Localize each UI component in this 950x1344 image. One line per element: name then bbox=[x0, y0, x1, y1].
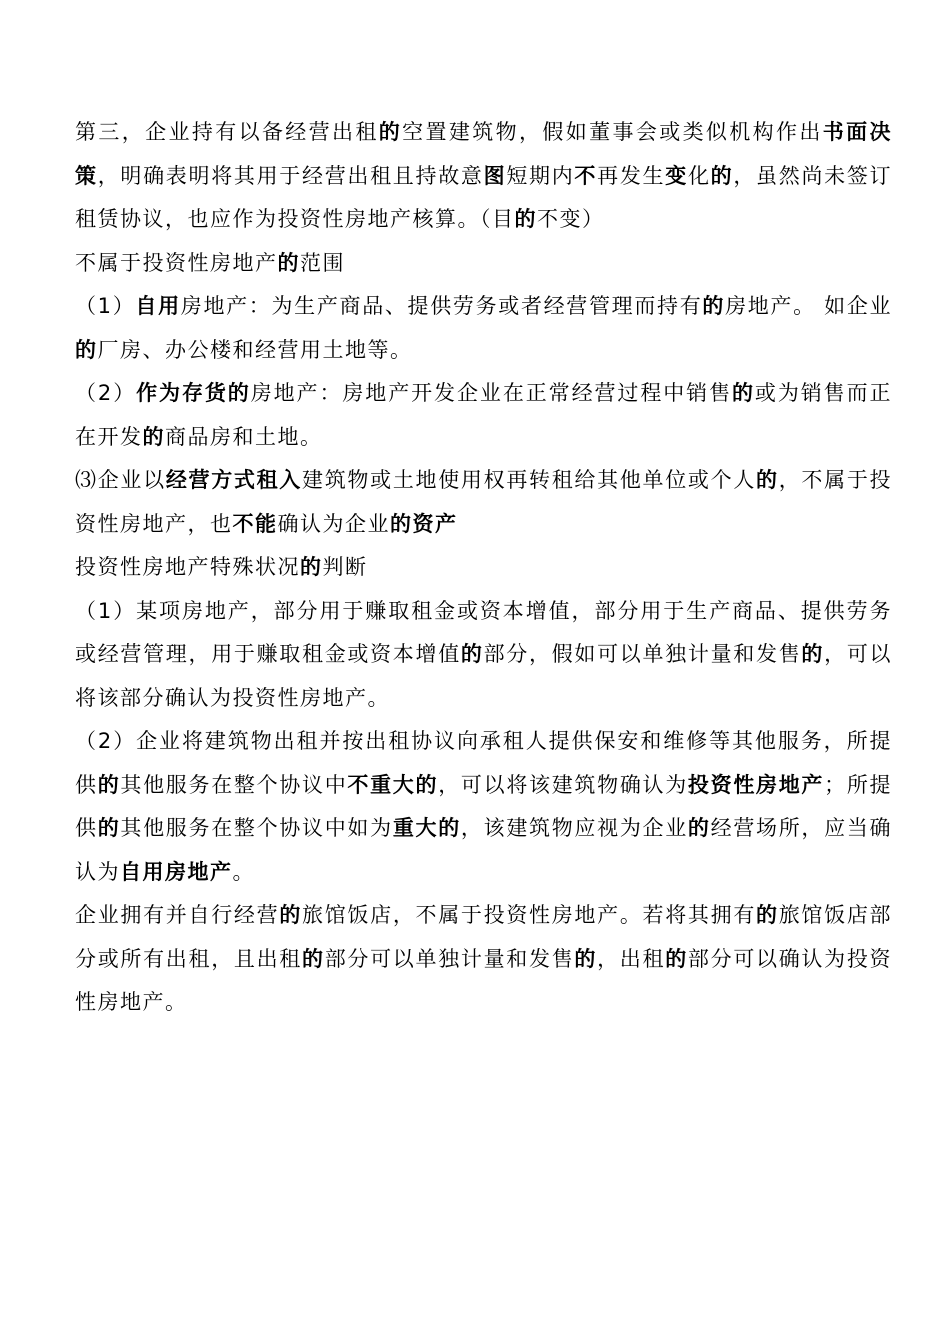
bold-text-segment: 重大的 bbox=[392, 816, 461, 840]
text-segment: 再发生 bbox=[597, 163, 666, 188]
bold-text-segment: 的 bbox=[574, 946, 598, 971]
paragraph-hotel bbox=[75, 894, 892, 1025]
bold-text-segment: 的 bbox=[227, 381, 251, 405]
bold-text-segment: 的 bbox=[514, 207, 537, 231]
text-segment: 房地产。 如企业 bbox=[725, 294, 893, 318]
bold-text-segment: 的 bbox=[665, 946, 688, 971]
text-segment: 短期内 bbox=[506, 163, 575, 188]
text-segment: 化 bbox=[687, 163, 711, 188]
bold-text-segment: 的 bbox=[300, 555, 323, 579]
text-segment: ，可以将该建筑物确认为 bbox=[438, 772, 688, 797]
text-segment: ，出租 bbox=[597, 946, 666, 971]
bold-text-segment: 的 bbox=[702, 294, 726, 318]
text-segment: 判断 bbox=[322, 555, 368, 579]
heading-not-investment-property bbox=[75, 242, 892, 286]
bold-text-segment: 的 bbox=[710, 163, 734, 188]
bold-text-segment: 的 bbox=[687, 816, 711, 840]
bold-text-segment: 不能 bbox=[232, 511, 278, 536]
paragraph-1 bbox=[75, 111, 892, 242]
bold-text-segment: 变 bbox=[665, 163, 688, 188]
text-segment: 商品房和土地。 bbox=[165, 424, 323, 449]
text-segment: 部分，假如可以单独计量和发售 bbox=[483, 642, 802, 666]
text-segment: ⑶企业以 bbox=[75, 468, 166, 492]
paragraph-item-1-self-use bbox=[75, 285, 892, 372]
bold-text-segment: 的 bbox=[801, 642, 825, 666]
text-segment: 部分可以确认为投资性房地产。 bbox=[75, 946, 893, 1014]
text-segment: （1）某项房地产，部分用于赚取租金或资本增值，部分用于生产商品、提供劳务或经营管理，用于赚取租金或资本增值 bbox=[75, 598, 892, 666]
text-segment: 厂房、办公楼和经营用土地等。 bbox=[97, 337, 413, 362]
text-segment: 其他服务在整个协议中 bbox=[120, 772, 348, 797]
text-segment: 不属于投资性房地产 bbox=[75, 250, 278, 275]
bold-text-segment: 的 bbox=[756, 903, 779, 927]
text-segment: ，该建筑物应视为企业 bbox=[460, 816, 688, 840]
bold-text-segment: 的 bbox=[75, 337, 98, 362]
bold-text-segment: 投资性房地产 bbox=[687, 772, 825, 797]
text-segment: 建筑物或土地使用权再转租给其他单位或个人 bbox=[302, 468, 757, 492]
paragraph-case-2 bbox=[75, 720, 892, 894]
text-segment: （2） bbox=[75, 381, 137, 405]
text-segment: 旅馆饭店部分或所有出租，且出租 bbox=[75, 903, 893, 971]
bold-text-segment: 不重大的 bbox=[347, 772, 439, 797]
text-segment: （1） bbox=[75, 294, 136, 318]
bold-text-segment: 的 bbox=[97, 772, 121, 797]
text-segment: ；所提供 bbox=[75, 772, 893, 840]
text-segment: 或为销售而正在开发 bbox=[75, 381, 893, 449]
text-segment: ，可以将该部分确认为投资性房地产。 bbox=[75, 642, 893, 710]
text-segment: 部分可以单独计量和发售 bbox=[324, 946, 575, 971]
paragraph-case-1 bbox=[75, 590, 892, 721]
bold-text-segment: 的 bbox=[732, 381, 755, 405]
text-segment: 经营场所，应当确认为 bbox=[75, 816, 893, 884]
text-segment: 投资性房地产特殊状况 bbox=[75, 555, 300, 579]
text-segment: ，明确表明将其用于经营出租且持故意 bbox=[97, 163, 484, 188]
text-segment: 房地产：房地产开发企业在正常经营过程中销售 bbox=[250, 381, 732, 405]
bold-text-segment: 的 bbox=[97, 816, 121, 840]
text-segment: ，虽然尚未签订租赁协议，也应作为投资性房地产核算。（目 bbox=[75, 163, 893, 231]
text-segment: 房地产：为生产商品、提供劳务或者经营管理而持有 bbox=[180, 294, 703, 318]
bold-text-segment: 自用房地产 bbox=[120, 859, 233, 884]
bold-text-segment: 书面决策 bbox=[75, 120, 893, 188]
bold-text-segment: 图 bbox=[483, 163, 507, 188]
text-segment: 第三，企业持有以备经营出租 bbox=[75, 120, 379, 144]
heading-special-cases bbox=[75, 546, 892, 590]
text-segment: 空置建筑物，假如董事会或类似机构作出 bbox=[402, 120, 823, 144]
bold-text-segment: 经营方式租入 bbox=[165, 468, 303, 492]
bold-text-segment: 不 bbox=[574, 163, 598, 188]
text-segment: 范围 bbox=[300, 250, 345, 275]
bold-text-segment: 的 bbox=[279, 903, 303, 927]
bold-text-segment: 的 bbox=[460, 642, 484, 666]
bold-text-segment: 的 bbox=[756, 468, 779, 492]
bold-text-segment: 作为存货 bbox=[136, 381, 228, 405]
text-segment: 其他服务在整个协议中如为 bbox=[120, 816, 393, 840]
bold-text-segment: 的 bbox=[142, 424, 165, 449]
paragraph-item-3-leased-in bbox=[75, 459, 892, 546]
bold-text-segment: 的 bbox=[302, 946, 325, 971]
text-segment: 企业拥有并自行经营 bbox=[75, 903, 280, 927]
bold-text-segment: 的资产 bbox=[390, 511, 458, 536]
text-segment: 。 bbox=[232, 859, 255, 884]
text-segment: 旅馆饭店，不属于投资性房地产。若将其拥有 bbox=[302, 903, 757, 927]
bold-text-segment: 的 bbox=[378, 120, 403, 144]
bold-text-segment: 自用 bbox=[135, 294, 181, 318]
paragraph-item-2-inventory bbox=[75, 372, 892, 459]
text-segment: （2）企业将建筑物出租并按出租协议向承租人提供保安和维修等其他服务，所提供 bbox=[75, 729, 892, 797]
text-segment: 确认为企业 bbox=[277, 511, 390, 536]
bold-text-segment: 的 bbox=[277, 250, 300, 275]
text-segment: ，不属于投资性房地产，也 bbox=[75, 468, 893, 536]
text-segment: 不变） bbox=[537, 207, 605, 231]
